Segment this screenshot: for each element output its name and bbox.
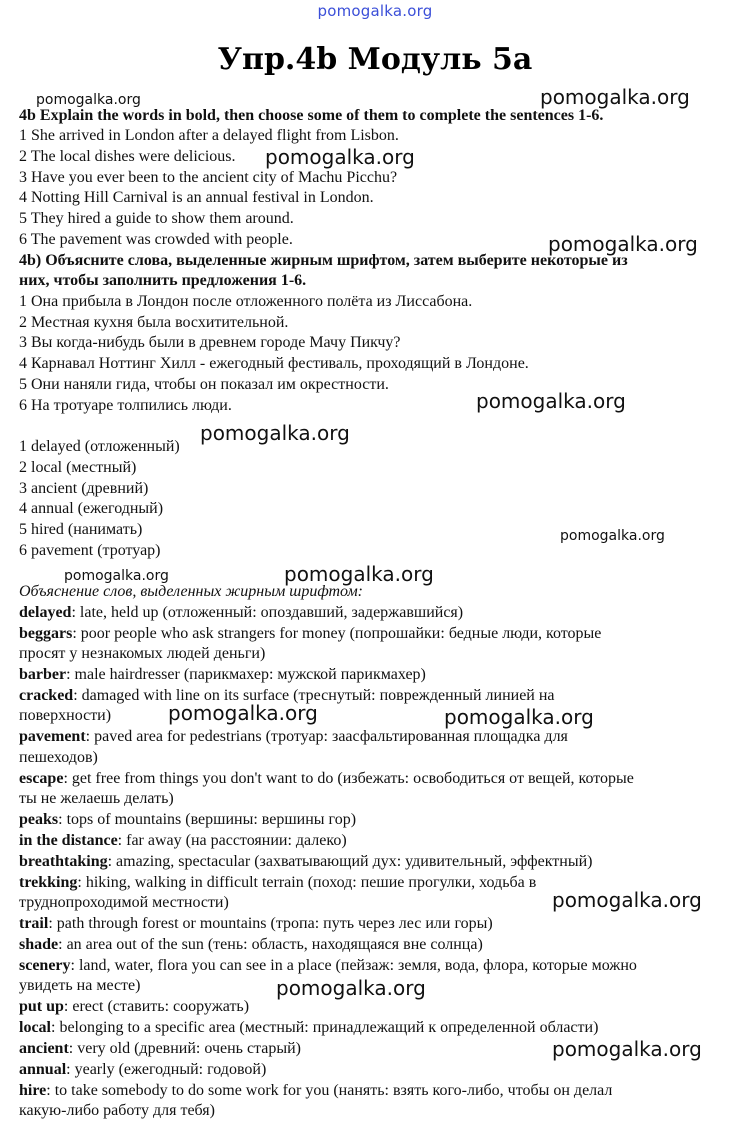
glossary-continuation: труднопроходимой местности) (19, 894, 229, 911)
glossary-entry (19, 1081, 612, 1101)
glossary-term: trail (19, 915, 49, 932)
glossary-entry (19, 914, 493, 934)
site-link[interactable]: pomogalka.org (317, 2, 433, 20)
answer-2: 2 local (местный) (19, 459, 137, 476)
answer-4: 4 annual (ежегодный) (19, 500, 164, 517)
sentence-ru-1: 1 Она прибыла в Лондон после отложенного полёта из Лиссабона. (19, 293, 473, 310)
watermark: pomogalka.org (560, 528, 665, 544)
glossary-definition: : an area out of the sun (тень: область, находящаяся вне солнца) (58, 936, 483, 953)
page-title: Упр.4b Модуль 5а (217, 42, 533, 77)
glossary-definition: : paved area for pedestrians (тротуар: заасфальтированная площадка для (85, 728, 568, 745)
glossary-definition: : to take somebody to do some work for you (нанять: взять кого-либо, чтобы он делал (46, 1082, 613, 1099)
glossary-definition: : tops of mountains (вершины: вершины гор) (58, 811, 357, 828)
glossary-term: in the distance (19, 832, 118, 849)
glossary-entry (19, 727, 568, 747)
glossary-entry (19, 997, 249, 1017)
glossary-continuation: ты не желаешь делать) (19, 790, 174, 807)
glossary-continuation: просят у незнакомых людей деньги) (19, 645, 266, 662)
glossary-term: beggars (19, 625, 73, 642)
glossary-entry (19, 769, 634, 789)
answer-3: 3 ancient (древний) (19, 480, 149, 497)
sentence-en-5: 5 They hired a guide to show them around. (19, 210, 294, 227)
glossary-entry (19, 665, 426, 685)
glossary-definition: : amazing, spectacular (захватывающий дух: удивительный, эффектный) (107, 853, 593, 870)
glossary-entry (19, 935, 483, 955)
watermark: pomogalka.org (552, 888, 702, 912)
watermark: pomogalka.org (548, 232, 698, 256)
glossary-term: delayed (19, 604, 72, 621)
watermark: pomogalka.org (540, 85, 690, 109)
sentence-ru-4: 4 Карнавал Ноттинг Хилл - ежегодный фестиваль, проходящий в Лондоне. (19, 355, 529, 372)
glossary-term: put up (19, 998, 64, 1015)
glossary-continuation: пешеходов) (19, 749, 98, 766)
glossary-entry (19, 624, 601, 644)
glossary-definition: : poor people who ask strangers for money (попрошайки: бедные люди, которые (72, 625, 602, 642)
sentence-ru-5: 5 Они наняли гида, чтобы он показал им окрестности. (19, 376, 389, 393)
glossary-continuation: поверхности) (19, 707, 112, 724)
glossary-definition: : very old (древний: очень старый) (68, 1040, 301, 1057)
glossary-definition: : land, water, flora you can see in a place (пейзаж: земля, вода, флора, которые можно (70, 957, 637, 974)
sentence-ru-6: 6 На тротуаре толпились люди. (19, 397, 232, 414)
watermark: pomogalka.org (64, 568, 169, 584)
watermark: pomogalka.org (265, 145, 415, 169)
watermark: pomogalka.org (552, 1037, 702, 1061)
exercise-instruction-ru-2: них, чтобы заполнить предложения 1-6. (19, 272, 307, 289)
answer-6: 6 pavement (тротуар) (19, 542, 161, 559)
glossary-entry (19, 831, 347, 851)
sentence-en-3: 3 Have you ever been to the ancient city of Machu Picchu? (19, 169, 398, 186)
glossary-definition: : get free from things you don't want to do (избежать: освободиться от вещей, которые (63, 770, 634, 787)
glossary-term: pavement (19, 728, 86, 745)
glossary-heading: Объяснение слов, выделенных жирным шрифтом: (19, 583, 363, 600)
glossary-entry (19, 1060, 266, 1080)
sentence-en-6: 6 The pavement was crowded with people. (19, 231, 293, 248)
glossary-definition: : far away (на расстоянии: далеко) (117, 832, 347, 849)
glossary-definition: : damaged with line on its surface (треснутый: поврежденный линией на (73, 687, 555, 704)
glossary-term: peaks (19, 811, 59, 828)
glossary-term: annual (19, 1061, 67, 1078)
watermark: pomogalka.org (444, 705, 594, 729)
glossary-definition: : yearly (ежегодный: годовой) (66, 1061, 267, 1078)
glossary-entry (19, 873, 536, 893)
glossary-entry (19, 852, 593, 872)
answer-1: 1 delayed (отложенный) (19, 438, 180, 455)
glossary-definition: : hiking, walking in difficult terrain (поход: пешие прогулки, ходьба в (77, 874, 537, 891)
glossary-definition: : erect (ставить: сооружать) (63, 998, 250, 1015)
glossary-term: cracked (19, 687, 74, 704)
glossary-entry (19, 956, 637, 976)
glossary-term: breathtaking (19, 853, 108, 870)
watermark: pomogalka.org (168, 701, 318, 725)
glossary-entry (19, 603, 463, 623)
glossary-continuation: какую-либо работу для тебя) (19, 1102, 215, 1119)
exercise-instruction-ru-1: 4b) Объясните слова, выделенные жирным шрифтом, затем выберите некоторые из (19, 252, 628, 269)
sentence-en-4: 4 Notting Hill Carnival is an annual festival in London. (19, 189, 374, 206)
watermark: pomogalka.org (200, 421, 350, 445)
glossary-term: ancient (19, 1040, 69, 1057)
glossary-term: trekking (19, 874, 78, 891)
glossary-definition: : belonging to a specific area (местный: принадлежащий к определенной области) (51, 1019, 599, 1036)
sentence-ru-2: 2 Местная кухня была восхитительной. (19, 314, 289, 331)
glossary-definition: : late, held up (отложенный: опоздавший, задержавшийся) (71, 604, 464, 621)
glossary-term: local (19, 1019, 51, 1036)
exercise-instruction-en: 4b Explain the words in bold, then choose some of them to complete the sentences 1-6. (19, 107, 604, 124)
glossary-definition: : path through forest or mountains (тропа: путь через лес или горы) (48, 915, 493, 932)
sentence-en-2: 2 The local dishes were delicious. (19, 148, 236, 165)
glossary-term: barber (19, 666, 67, 683)
answer-5: 5 hired (нанимать) (19, 521, 143, 538)
glossary-entry (19, 1039, 301, 1059)
watermark: pomogalka.org (276, 976, 426, 1000)
watermark: pomogalka.org (36, 92, 141, 108)
sentence-en-1: 1 She arrived in London after a delayed flight from Lisbon. (19, 127, 399, 144)
glossary-term: shade (19, 936, 59, 953)
glossary-term: scenery (19, 957, 71, 974)
watermark: pomogalka.org (284, 562, 434, 586)
watermark: pomogalka.org (476, 389, 626, 413)
glossary-entry (19, 810, 356, 830)
glossary-continuation: увидеть на месте) (19, 977, 141, 994)
glossary-definition: : male hairdresser (парикмахер: мужской парикмахер) (66, 666, 426, 683)
glossary-entry (19, 1018, 598, 1038)
glossary-term: hire (19, 1082, 47, 1099)
sentence-ru-3: 3 Вы когда-нибудь были в древнем городе Мачу Пикчу? (19, 334, 401, 351)
glossary-term: escape (19, 770, 64, 787)
